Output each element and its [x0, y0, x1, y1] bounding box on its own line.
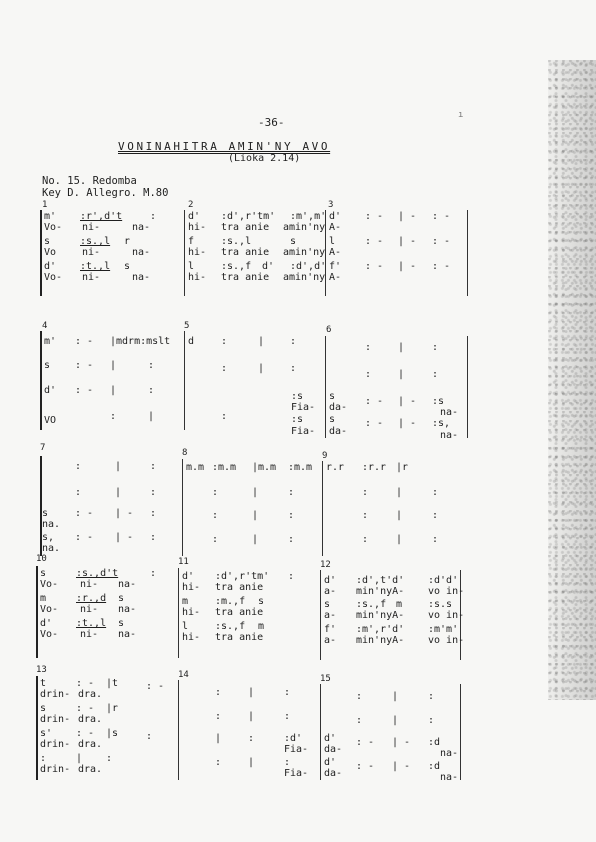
solfa-note: |	[392, 691, 399, 702]
solfa-note: m	[396, 599, 403, 610]
measure-number: 7	[40, 443, 46, 453]
solfa-note: s	[329, 391, 336, 402]
solfa-note: | -	[392, 737, 411, 748]
solfa-note: r	[124, 236, 131, 247]
solfa-note: :	[362, 487, 369, 498]
lyric-syllable: ni-	[80, 579, 99, 590]
lyric-syllable: Vo-	[44, 272, 63, 283]
lyric-syllable: drin-	[40, 714, 71, 725]
solfa-note: :s.,f	[356, 599, 387, 610]
lyric-syllable: vo in-	[428, 610, 465, 621]
solfa-note: d'	[182, 571, 195, 582]
measure-number: 15	[320, 674, 331, 684]
solfa-note: :s	[432, 396, 445, 407]
solfa-note: :r.,d	[76, 593, 107, 604]
solfa-note: :	[432, 534, 439, 545]
solfa-note: |	[148, 411, 155, 422]
solfa-note: :	[150, 568, 157, 579]
lyric-syllable: dra.	[78, 714, 103, 725]
barline	[184, 210, 185, 296]
lyric-syllable: dra.	[78, 739, 103, 750]
solfa-note: :s.s	[428, 599, 453, 610]
solfa-note: :t.,l	[76, 618, 107, 629]
solfa-note: :t.,l	[80, 261, 111, 272]
solfa-note: :	[428, 691, 435, 702]
solfa-note: : -	[75, 508, 94, 519]
solfa-note: :	[75, 461, 82, 472]
solfa-note: t	[40, 678, 47, 689]
solfa-note: : -	[75, 360, 94, 371]
solfa-note: VO	[44, 415, 57, 426]
lyric-syllable: amin'ny	[283, 222, 326, 233]
solfa-note: :	[365, 342, 372, 353]
solfa-note: : -	[432, 211, 451, 222]
lyric-syllable: Fia-	[291, 426, 316, 437]
solfa-note: : -	[365, 261, 384, 272]
solfa-note: :d	[428, 737, 441, 748]
solfa-note: s	[118, 593, 125, 604]
solfa-note: |t	[106, 678, 119, 689]
lyric-syllable: a-	[324, 610, 337, 621]
solfa-note: :	[150, 211, 157, 222]
lyric-syllable: ni-	[80, 604, 99, 615]
solfa-note: |mdrm:mslt	[110, 336, 171, 347]
solfa-note: : -	[365, 236, 384, 247]
solfa-note: :	[432, 510, 439, 521]
lyric-syllable: Fia-	[284, 768, 309, 779]
solfa-note: s	[40, 703, 47, 714]
solfa-note: s	[44, 236, 51, 247]
solfa-note: |	[248, 687, 255, 698]
lyric-syllable: Vo-	[40, 604, 59, 615]
solfa-note: :	[150, 461, 157, 472]
lyric-syllable: A-	[329, 247, 342, 258]
solfa-note: s	[42, 508, 49, 519]
lyric-syllable: tra anie	[221, 272, 270, 283]
page-number: -36-	[258, 116, 285, 129]
solfa-note: :d',r'tm'	[221, 211, 276, 222]
solfa-note: |	[258, 363, 265, 374]
solfa-note: :s.,f	[215, 621, 246, 632]
solfa-note: |	[252, 510, 259, 521]
measure-number: 8	[182, 448, 188, 458]
solfa-note: f'	[329, 261, 342, 272]
solfa-note: | -	[398, 396, 417, 407]
solfa-note: :d'	[284, 733, 303, 744]
lyric-syllable: tra anie	[215, 582, 264, 593]
solfa-note: :r.r	[362, 462, 387, 473]
lyric-syllable: da-	[329, 402, 348, 413]
solfa-note: :s.,f	[221, 261, 252, 272]
solfa-note: m'	[44, 336, 57, 347]
lyric-syllable: Fia-	[291, 402, 316, 413]
solfa-note: :	[356, 715, 363, 726]
solfa-note: : -	[356, 737, 375, 748]
lyric-syllable: a-	[324, 635, 337, 646]
lyric-syllable: Fia-	[284, 744, 309, 755]
solfa-note: :s.,l	[221, 236, 252, 247]
solfa-note: :	[221, 336, 228, 347]
solfa-note: s	[118, 618, 125, 629]
system-start-barline	[36, 676, 38, 780]
lyric-syllable: tra anie	[221, 222, 270, 233]
lyric-syllable: ni-	[82, 272, 101, 283]
solfa-note: :	[150, 487, 157, 498]
solfa-note: s	[40, 568, 47, 579]
barline	[320, 570, 321, 660]
lyric-syllable: dra.	[78, 689, 103, 700]
solfa-note: :m.,f	[215, 596, 246, 607]
solfa-note: r.r	[326, 462, 345, 473]
solfa-note: :	[432, 342, 439, 353]
solfa-note: d'	[262, 261, 275, 272]
solfa-note: :	[148, 360, 155, 371]
measure-number: 9	[322, 451, 328, 461]
solfa-note: :	[284, 757, 291, 768]
solfa-note: s	[329, 414, 336, 425]
lyric-syllable: drin-	[40, 689, 71, 700]
solfa-note: d'	[40, 618, 53, 629]
lyric-syllable: Vo-	[40, 579, 59, 590]
solfa-note: :d',t'd'	[356, 575, 405, 586]
solfa-note: :	[221, 411, 228, 422]
lyric-syllable: vo in-	[428, 635, 465, 646]
lyric-syllable: na.	[42, 543, 61, 554]
lyric-syllable: vo in-	[428, 586, 465, 597]
lyric-syllable: dra.	[78, 764, 103, 775]
solfa-note: |	[398, 342, 405, 353]
solfa-note: : -	[365, 396, 384, 407]
lyric-syllable: na-	[440, 748, 459, 759]
measure-number: 2	[188, 200, 194, 210]
solfa-note: : -	[76, 703, 95, 714]
lyric-syllable: ni-	[80, 629, 99, 640]
solfa-note: :	[75, 487, 82, 498]
solfa-note: d	[188, 336, 195, 347]
solfa-note: :s.,l	[80, 236, 111, 247]
lyric-syllable: drin-	[40, 739, 71, 750]
solfa-note: |	[110, 385, 117, 396]
measure-number: 5	[184, 321, 190, 331]
lyric-syllable: Vo-	[40, 629, 59, 640]
solfa-note: l	[182, 621, 189, 632]
solfa-note: : -	[365, 418, 384, 429]
solfa-note: : -	[432, 236, 451, 247]
solfa-note: |r	[396, 462, 409, 473]
hymn-title: VONINAHITRA AMIN'NY AVO	[118, 140, 331, 153]
solfa-note: : -	[356, 761, 375, 772]
solfa-note: s'	[40, 728, 53, 739]
measure-number: 11	[178, 557, 189, 567]
solfa-note: :	[288, 571, 295, 582]
solfa-note: |m.m	[252, 462, 277, 473]
solfa-note: :d'd'	[428, 575, 459, 586]
solfa-note: d'	[324, 757, 337, 768]
solfa-note: :m.m	[212, 462, 237, 473]
solfa-note: |	[110, 360, 117, 371]
solfa-note: |r	[106, 703, 119, 714]
solfa-note: |	[115, 461, 122, 472]
system-start-barline	[36, 566, 38, 658]
solfa-note: :	[284, 711, 291, 722]
solfa-note: : -	[75, 532, 94, 543]
lyric-syllable: na-	[440, 430, 459, 441]
scan-noise-edge	[548, 60, 596, 700]
solfa-note: |s	[106, 728, 119, 739]
measure-number: 12	[320, 560, 331, 570]
lyric-syllable: ni-	[82, 247, 101, 258]
lyric-syllable: da-	[324, 744, 343, 755]
lyric-syllable: na-	[440, 772, 459, 783]
solfa-note: |	[258, 336, 265, 347]
solfa-note: s,	[42, 532, 55, 543]
solfa-note: :r',d't	[80, 211, 123, 222]
solfa-note: :	[432, 487, 439, 498]
lyric-syllable: drin-	[40, 764, 71, 775]
solfa-note: |	[115, 487, 122, 498]
barline	[184, 331, 185, 430]
lyric-syllable: hi-	[188, 222, 207, 233]
solfa-note: : -	[75, 336, 94, 347]
solfa-note: :	[284, 687, 291, 698]
solfa-note: :	[356, 691, 363, 702]
solfa-note: :	[288, 510, 295, 521]
solfa-note: :	[146, 731, 153, 742]
solfa-note: s	[124, 261, 131, 272]
barline	[182, 459, 183, 556]
lyric-syllable: hi-	[182, 582, 201, 593]
lyric-syllable: amin'ny	[283, 272, 326, 283]
solfa-note: |	[252, 487, 259, 498]
lyric-syllable: na-	[132, 272, 151, 283]
lyric-syllable: Vo-	[44, 222, 63, 233]
solfa-note: |	[392, 715, 399, 726]
solfa-note: d'	[324, 733, 337, 744]
lyric-syllable: na-	[118, 604, 137, 615]
lyric-syllable: tra anie	[215, 632, 264, 643]
barline	[322, 461, 323, 556]
solfa-note: | -	[398, 236, 417, 247]
measure-number: 6	[326, 325, 332, 335]
solfa-note: : -	[432, 261, 451, 272]
lyric-syllable: min'nyA-	[356, 586, 405, 597]
solfa-note: :	[150, 508, 157, 519]
solfa-note: |	[215, 733, 222, 744]
solfa-note: :	[40, 753, 47, 764]
measure-number: 14	[178, 670, 189, 680]
solfa-note: :	[290, 336, 297, 347]
barline	[467, 336, 468, 438]
solfa-note: : -	[76, 728, 95, 739]
solfa-note: |	[252, 534, 259, 545]
lyric-syllable: na.	[42, 519, 61, 530]
solfa-note: :	[362, 510, 369, 521]
solfa-note: m	[182, 596, 189, 607]
lyric-syllable: min'nyA-	[356, 635, 405, 646]
solfa-note: : -	[76, 678, 95, 689]
solfa-note: :s	[291, 414, 304, 425]
solfa-note: :	[110, 411, 117, 422]
solfa-note: | -	[115, 508, 134, 519]
solfa-note: | -	[398, 261, 417, 272]
measure-number: 4	[42, 321, 48, 331]
solfa-note: :m',r'd'	[356, 624, 405, 635]
solfa-note: d'	[324, 575, 337, 586]
solfa-note: :s,	[432, 418, 451, 429]
solfa-note: f'	[324, 624, 337, 635]
solfa-note: s	[290, 236, 297, 247]
lyric-syllable: tra anie	[215, 607, 264, 618]
solfa-note: | -	[392, 761, 411, 772]
solfa-note: :	[212, 510, 219, 521]
solfa-note: :	[288, 534, 295, 545]
solfa-note: |	[396, 510, 403, 521]
solfa-note: :m'm'	[428, 624, 459, 635]
solfa-note: |	[76, 753, 83, 764]
solfa-note: : -	[146, 681, 165, 692]
barline	[467, 210, 468, 296]
barline	[325, 336, 326, 438]
lyric-syllable: amin'ny	[283, 247, 326, 258]
lyric-syllable: na-	[132, 247, 151, 258]
solfa-note: |	[398, 369, 405, 380]
lyric-syllable: hi-	[182, 632, 201, 643]
solfa-note: : -	[75, 385, 94, 396]
solfa-note: :s	[291, 391, 304, 402]
hymn-subtitle: (Lioka 2.14)	[228, 153, 301, 164]
solfa-note: | -	[115, 532, 134, 543]
solfa-note: :	[150, 532, 157, 543]
solfa-note: |	[248, 757, 255, 768]
solfa-note: d'	[329, 211, 342, 222]
measure-number: 10	[36, 554, 47, 564]
lyric-syllable: Vo	[44, 247, 57, 258]
solfa-note: :m',m'	[290, 211, 327, 222]
key-and-tempo: Key D. Allegro. M.80	[42, 187, 169, 199]
solfa-note: :	[428, 715, 435, 726]
solfa-note: :	[288, 487, 295, 498]
lyric-syllable: na-	[118, 629, 137, 640]
system-start-barline	[40, 331, 42, 430]
solfa-note: m'	[44, 211, 57, 222]
solfa-note: l	[329, 236, 336, 247]
barline	[178, 680, 179, 780]
solfa-note: | -	[398, 211, 417, 222]
lyric-syllable: da-	[329, 426, 348, 437]
solfa-note: m	[258, 621, 265, 632]
lyric-syllable: na-	[132, 222, 151, 233]
solfa-note: |	[396, 487, 403, 498]
solfa-note: s	[44, 360, 51, 371]
solfa-note: :	[215, 687, 222, 698]
lyric-syllable: a-	[324, 586, 337, 597]
lyric-syllable: da-	[324, 768, 343, 779]
solfa-note: :	[290, 363, 297, 374]
lyric-syllable: na-	[118, 579, 137, 590]
solfa-note: :	[215, 711, 222, 722]
solfa-note: : -	[365, 211, 384, 222]
solfa-note: m.m	[186, 462, 205, 473]
solfa-note: :	[106, 753, 113, 764]
measure-number: 1	[42, 200, 48, 210]
solfa-note: f	[188, 236, 195, 247]
barline	[178, 568, 179, 658]
solfa-note: :	[248, 733, 255, 744]
barline	[460, 684, 461, 780]
measure-number: 3	[328, 200, 334, 210]
solfa-note: |	[396, 534, 403, 545]
solfa-note: :d	[428, 761, 441, 772]
system-start-barline	[40, 210, 42, 296]
lyric-syllable: tra anie	[221, 247, 270, 258]
solfa-note: :	[212, 487, 219, 498]
solfa-note: :	[215, 757, 222, 768]
solfa-note: :	[148, 385, 155, 396]
lyric-syllable: hi-	[188, 272, 207, 283]
solfa-note: :	[362, 534, 369, 545]
lyric-syllable: na-	[440, 407, 459, 418]
lyric-syllable: A-	[329, 222, 342, 233]
scan-mark: ı	[458, 110, 464, 120]
measure-number: 13	[36, 665, 47, 675]
solfa-note: :m.m	[288, 462, 313, 473]
lyric-syllable: min'nyA-	[356, 610, 405, 621]
solfa-note: m	[40, 593, 47, 604]
solfa-note: :	[432, 369, 439, 380]
solfa-note: s	[258, 596, 265, 607]
lyric-syllable: ni-	[82, 222, 101, 233]
solfa-note: :	[221, 363, 228, 374]
solfa-note: :d',r'tm'	[215, 571, 270, 582]
barline	[320, 684, 321, 780]
solfa-note: d'	[44, 385, 57, 396]
solfa-note: d'	[188, 211, 201, 222]
lyric-syllable: hi-	[188, 247, 207, 258]
solfa-note: d'	[44, 261, 57, 272]
solfa-note: :d',d'	[290, 261, 327, 272]
solfa-note: l	[188, 261, 195, 272]
solfa-note: |	[248, 711, 255, 722]
lyric-syllable: hi-	[182, 607, 201, 618]
hymn-number: No. 15. Redomba	[42, 175, 137, 187]
lyric-syllable: A-	[329, 272, 342, 283]
solfa-note: | -	[398, 418, 417, 429]
solfa-note: :	[212, 534, 219, 545]
solfa-note: :s.,d't	[76, 568, 119, 579]
solfa-note: :	[365, 369, 372, 380]
solfa-note: s	[324, 599, 331, 610]
